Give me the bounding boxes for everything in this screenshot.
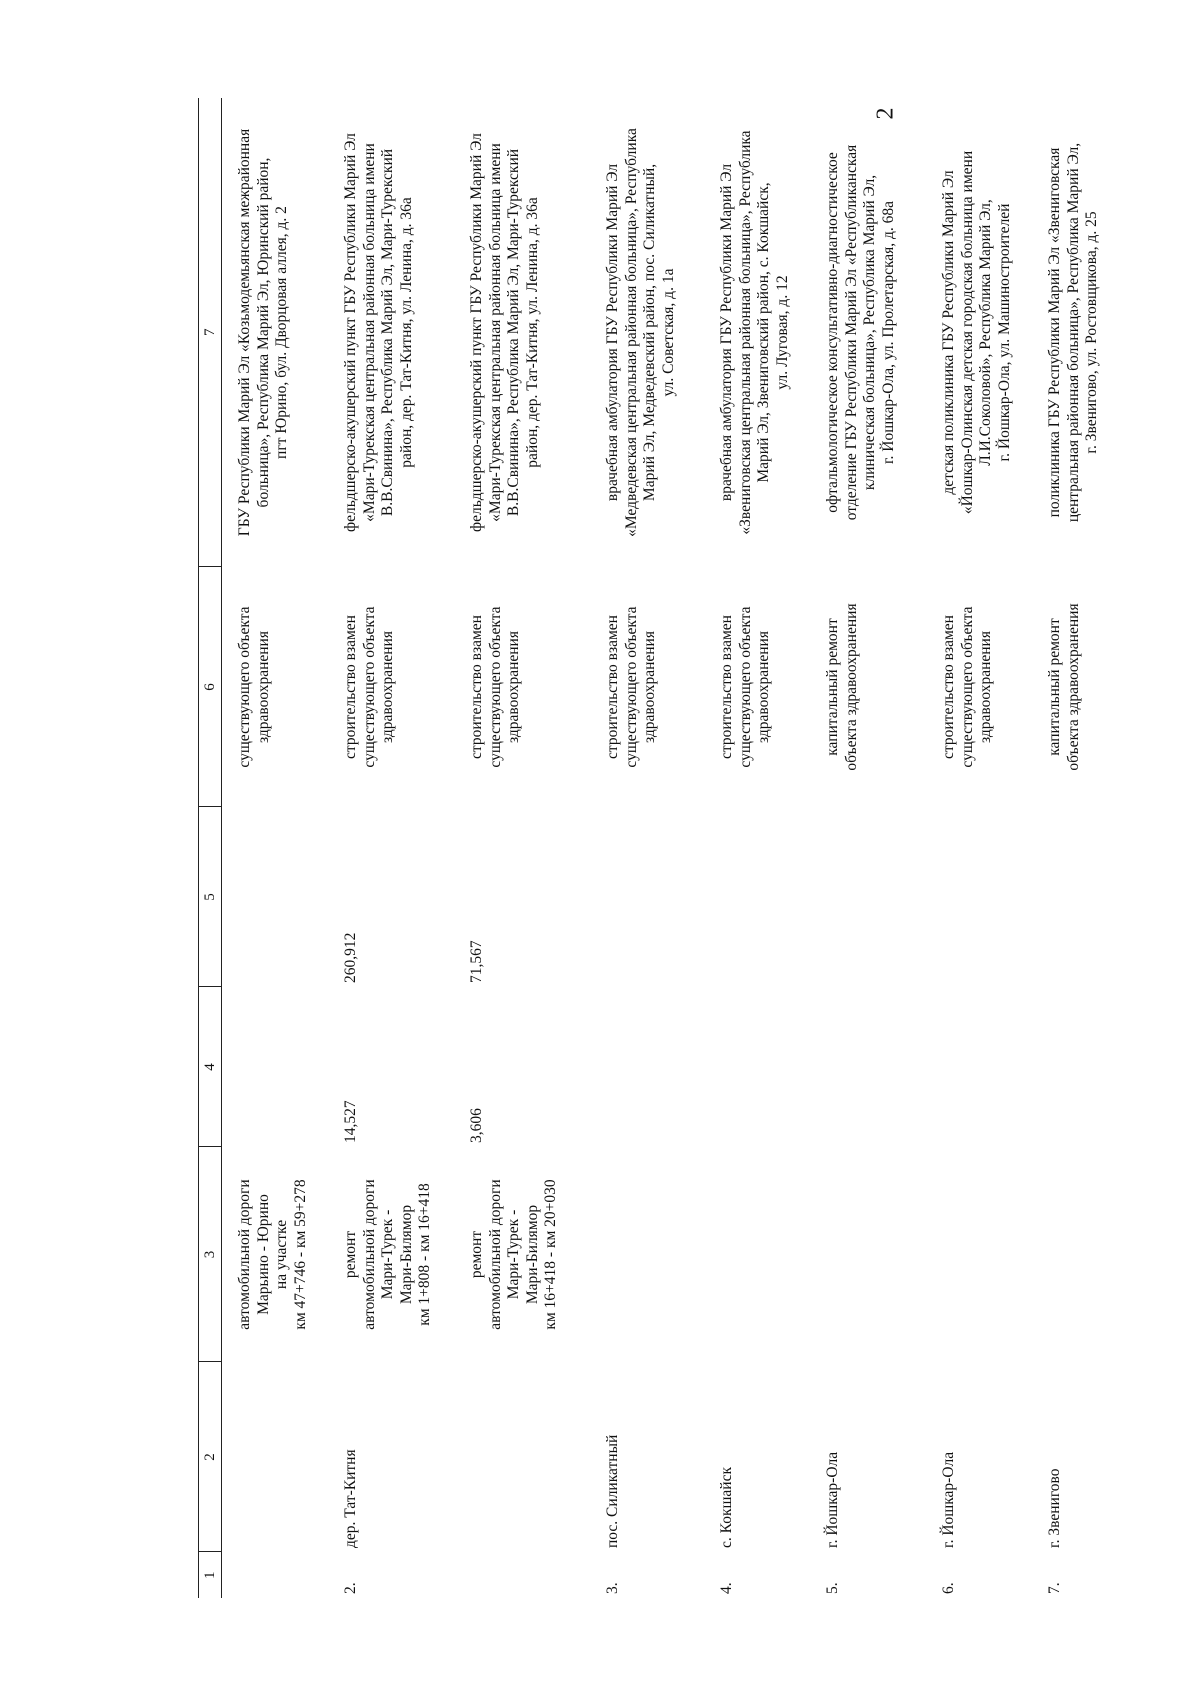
value-col5-cell (810, 807, 926, 987)
health-object-cell: ГБУ Республики Марий Эл «Козьмодемьянская межрайонная больница», Республика Марий Эл, Юринский район, пгт Юрино, бул. Дворцовая аллея, д. 2 (236, 128, 291, 537)
health-object-cell: врачебная амбулатория ГБУ Республики Марий Эл «Звениговская центральная районная больница», Республика Марий Эл, Звениговский район, с. Кокшайск, ул. Луговая, д. 12 (718, 130, 791, 535)
work-type-cell: капитальный ремонт объекта здравоохранения (824, 603, 860, 771)
work-type-cell: строительство взамен существующего объекта здравоохранения (468, 606, 523, 768)
header-cell-6: 6 (199, 567, 222, 807)
value-col5-cell (590, 807, 704, 987)
value-col5-cell: 71,567 (468, 940, 485, 983)
value-col4-cell (590, 987, 704, 1147)
health-object-cell: врачебная амбулатория ГБУ Республики Марий Эл «Медведевская центральная районная больница», Республика Марий Эл, Медведевский район, пос. Силикатный, ул. Советская, д. 1а (604, 128, 677, 537)
health-object-cell: детская поликлиника ГБУ Республики Марий Эл «Йошкар-Олинская детская городская больница имени Л.И.Соколовой», Республика Марий Эл, г. Йошкар-Ола, ул. Машиностроителей (940, 150, 1013, 515)
value-col5-cell (1032, 807, 1126, 987)
value-col4-cell (222, 987, 329, 1147)
table-row (1032, 98, 1126, 1598)
health-object-cell: поликлиника ГБУ Республики Марий Эл «Звениговская центральная районная больница», Республика Марий Эл, г. Звенигово, ул. Ростовщикова, д. 25 (1046, 142, 1101, 523)
health-object-cell: фельдшерско-акушерский пункт ГБУ Республики Марий Эл «Мари-Турекская центральная районная больница имени В.В.Свинина», Республика Марий Эл, Мари-Турекский район, дер. Тат-Китня, ул. Ленина, д. 36а (342, 133, 415, 532)
work-type-cell: строительство взамен существующего объекта здравоохранения (604, 606, 659, 768)
header-cell-5: 5 (199, 807, 222, 987)
value-col5-cell (222, 807, 329, 987)
rotated-table-sheet (198, 98, 1101, 1598)
settlement-cell: г. Йошкар-Ола (940, 1451, 957, 1548)
row-number: 5. (824, 1582, 841, 1594)
header-cell-3: 3 (199, 1147, 222, 1362)
value-col4-cell (704, 987, 810, 1147)
header-cell-4: 4 (199, 987, 222, 1147)
table-header-row (199, 98, 222, 1598)
row-number (454, 1552, 590, 1598)
row-number (222, 1552, 329, 1598)
header-cell-2: 2 (199, 1362, 222, 1552)
settlement-cell: г. Звенигово (1046, 1468, 1063, 1548)
value-col4-cell (1032, 987, 1126, 1147)
row-number: 4. (718, 1582, 735, 1594)
road-cell (810, 1147, 926, 1362)
table-row (222, 98, 329, 1598)
table-row (454, 98, 590, 1598)
value-col4-cell: 3,606 (468, 1108, 485, 1143)
work-type-cell: строительство взамен существующего объекта здравоохранения (940, 606, 995, 768)
work-type-cell: существующего объекта здравоохранения (236, 606, 272, 768)
value-col4-cell (810, 987, 926, 1147)
road-cell: автомобильной дороги Марьино - Юрино на участке км 47+746 - км 59+278 (236, 1179, 309, 1330)
table-row (810, 98, 926, 1598)
work-type-cell: капитальный ремонт объекта здравоохранения (1046, 603, 1082, 771)
row-number: 7. (1046, 1582, 1063, 1594)
road-cell: ремонт автомобильной дороги Мари-Турек - Мари-Билямор км 1+808 - км 16+418 (342, 1179, 434, 1330)
road-cell (590, 1147, 704, 1362)
row-number: 3. (604, 1582, 621, 1594)
settlement-cell: с. Кокшайск (718, 1467, 735, 1548)
settlement-cell: г. Йошкар-Ола (824, 1451, 841, 1548)
work-type-cell: строительство взамен существующего объекта здравоохранения (342, 606, 397, 768)
value-col4-cell: 14,527 (342, 1100, 359, 1143)
settlement-cell (222, 1362, 329, 1552)
table-row (926, 98, 1032, 1598)
table-row (328, 98, 454, 1598)
row-number: 6. (940, 1582, 957, 1594)
objects-table (198, 98, 1126, 1598)
header-cell-1: 1 (199, 1552, 222, 1598)
header-cell-7: 7 (199, 98, 222, 567)
value-col5-cell (926, 807, 1032, 987)
road-cell (926, 1147, 1032, 1362)
health-object-cell: офтальмологическое консультативно-диагностическое отделение ГБУ Республики Марий Эл «Республиканская клиническая больница», Республика Марий Эл, г. Йошкар-Ола, ул. Пролетарская, д. 68а (824, 144, 897, 521)
settlement-cell (454, 1362, 590, 1552)
health-object-cell: фельдшерско-акушерский пункт ГБУ Республики Марий Эл «Мари-Турекская центральная районная больница имени В.В.Свинина», Республика Марий Эл, Мари-Турекский район, дер. Тат-Китня, ул. Ленина, д. 36а (468, 133, 541, 532)
value-col5-cell (704, 807, 810, 987)
road-cell (1032, 1147, 1126, 1362)
value-col5-cell: 260,912 (342, 932, 359, 983)
value-col4-cell (926, 987, 1032, 1147)
settlement-cell: дер. Тат-Китня (342, 1449, 359, 1548)
table-row (590, 98, 704, 1598)
page-number: 2 (872, 107, 899, 120)
road-cell (704, 1147, 810, 1362)
row-number: 2. (342, 1582, 359, 1594)
settlement-cell: пос. Силикатный (604, 1434, 621, 1548)
table-row (704, 98, 810, 1598)
work-type-cell: строительство взамен существующего объекта здравоохранения (718, 606, 773, 768)
road-cell: ремонт автомобильной дороги Мари-Турек - Мари-Билямор км 16+418 - км 20+030 (468, 1179, 560, 1330)
